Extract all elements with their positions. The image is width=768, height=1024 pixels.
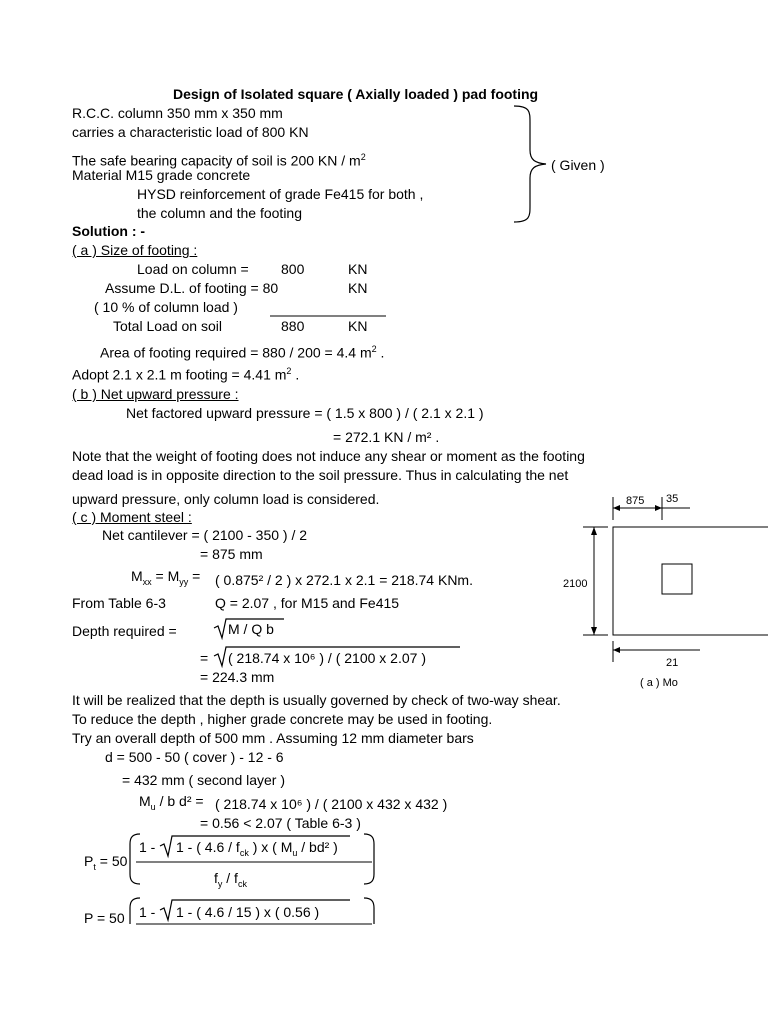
note-line-3: upward pressure, only column load is considered. [72,491,380,507]
moment-label: $M_{xx} = M_{yy}$ = [131,568,201,587]
mu-value: ( 218.74 x 10⁶ ) / ( 2100 x 432 x 432 ) [215,796,448,812]
depth-eq-sign: = [200,650,209,666]
total-load-unit: KN [348,318,368,334]
pt2-num-a: 1 - [139,904,156,920]
pt2-label: P = 50 [84,910,125,926]
note-line-2: dead load is in opposite direction to the soil pressure. Thus in calculating the net [72,467,569,483]
pt2-right-bracket [364,898,374,924]
total-load-value: 880 [281,318,305,334]
sqrt-sign-1 [214,619,284,638]
mu-label: $M_u$ / b d² = [139,793,204,812]
given-line-6: the column and the footing [137,205,303,221]
net-cantilever: Net cantilever = ( 2100 - 350 ) / 2 [102,527,308,543]
depth-radicand: M / Q b [228,621,274,637]
section-b-heading: ( b ) Net upward pressure : [72,386,239,402]
figure-caption: ( a ) Mo [640,677,678,689]
given-line-4: Material M15 grade concrete [72,167,251,183]
given-line-3: The safe bearing capacity of soil is 200 KN / $m^2$ [72,152,366,169]
pt-numerator: 1 - ( $4.6 / f_{ck}$ ) x ( $M_u / bd^2$ ) [176,839,338,858]
depth-result: = 224.3 mm [200,669,275,685]
net-cantilever-result: = 875 mm [200,546,263,562]
section-a-heading: ( a ) Size of footing : [72,242,198,258]
para-line-3: Try an overall depth of 500 mm . Assuming 12 mm diameter bars [72,730,474,746]
sqrt-sign-2 [214,647,460,666]
pt-sqrt [160,836,350,856]
pt-num-a: 1 - [139,839,156,855]
given-brace [514,106,546,222]
load-column-label: Load on column = [137,261,249,277]
dim-21: 21 [666,657,679,669]
mu-result: = 0.56 < 2.07 ( Table 6-3 ) [200,815,361,831]
para-line-1: It will be realized that the depth is usually governed by check of two-way shear. [72,692,561,708]
ten-percent-note: ( 10 % of column load ) [94,299,238,315]
given-line-2: carries a characteristic load of 800 KN [72,124,309,140]
table-ref: From Table 6-3 [72,595,166,611]
total-load-label: Total Load on soil [113,318,222,334]
moment-value: ( 0.875² / 2 ) x 272.1 x 2.1 = 218.74 KNm. [215,572,473,588]
area-required: Area of footing required = 880 / 200 = 4.4 $m^2$ . [100,344,385,361]
solution-heading: Solution : - [72,223,146,239]
dim-2100: 2100 [563,578,588,590]
pt-label: $P_t = 50$ [84,853,128,872]
dim-35: 35 [666,493,679,505]
given-label: ( Given ) [551,157,605,173]
adopt-footing: Adopt 2.1 x 2.1 m footing = 4.41 $m^2$ . [72,366,300,383]
dl-footing-unit: KN [348,280,368,296]
depth-required-label: Depth required = [72,623,177,639]
given-line-1: R.C.C. column 350 mm x 350 mm [72,105,283,121]
dl-footing-label: Assume D.L. of footing = 80 [105,280,279,296]
pt-denominator: $f_y / f_{ck}$ [214,870,247,889]
effective-depth: d = 500 - 50 ( cover ) - 12 - 6 [105,749,284,765]
para-line-2: To reduce the depth , higher grade concrete may be used in footing. [72,711,493,727]
load-column-value: 800 [281,261,305,277]
depth-radicand-2: ( 218.74 x 10⁶ ) / ( 2100 x 2.07 ) [228,650,426,666]
page-title: Design of Isolated square ( Axially loaded ) pad footing [173,86,539,102]
given-line-5: HYSD reinforcement of grade Fe415 for both , [137,186,424,202]
q-value: Q = 2.07 , for M15 and Fe415 [215,595,400,611]
pt2-sqrt [160,900,350,920]
effective-depth-result: = 432 mm ( second layer ) [122,772,286,788]
note-line-1: Note that the weight of footing does not induce any shear or moment as the footing [72,448,585,464]
net-pressure-formula: Net factored upward pressure = ( 1.5 x 800 ) / ( 2.1 x 2.1 ) [126,405,484,421]
column-outline [662,564,692,594]
footing-outline [613,527,768,635]
net-pressure-result: = 272.1 KN / m² . [333,429,440,445]
pt-left-bracket [130,834,140,884]
pt2-numerator: 1 - ( 4.6 / 15 ) x ( 0.56 ) [176,904,320,920]
pt2-left-bracket [130,898,140,924]
load-column-unit: KN [348,261,368,277]
section-c-heading: ( c ) Moment steel : [72,509,192,525]
dim-875: 875 [626,495,645,507]
pt-right-bracket [364,834,374,884]
